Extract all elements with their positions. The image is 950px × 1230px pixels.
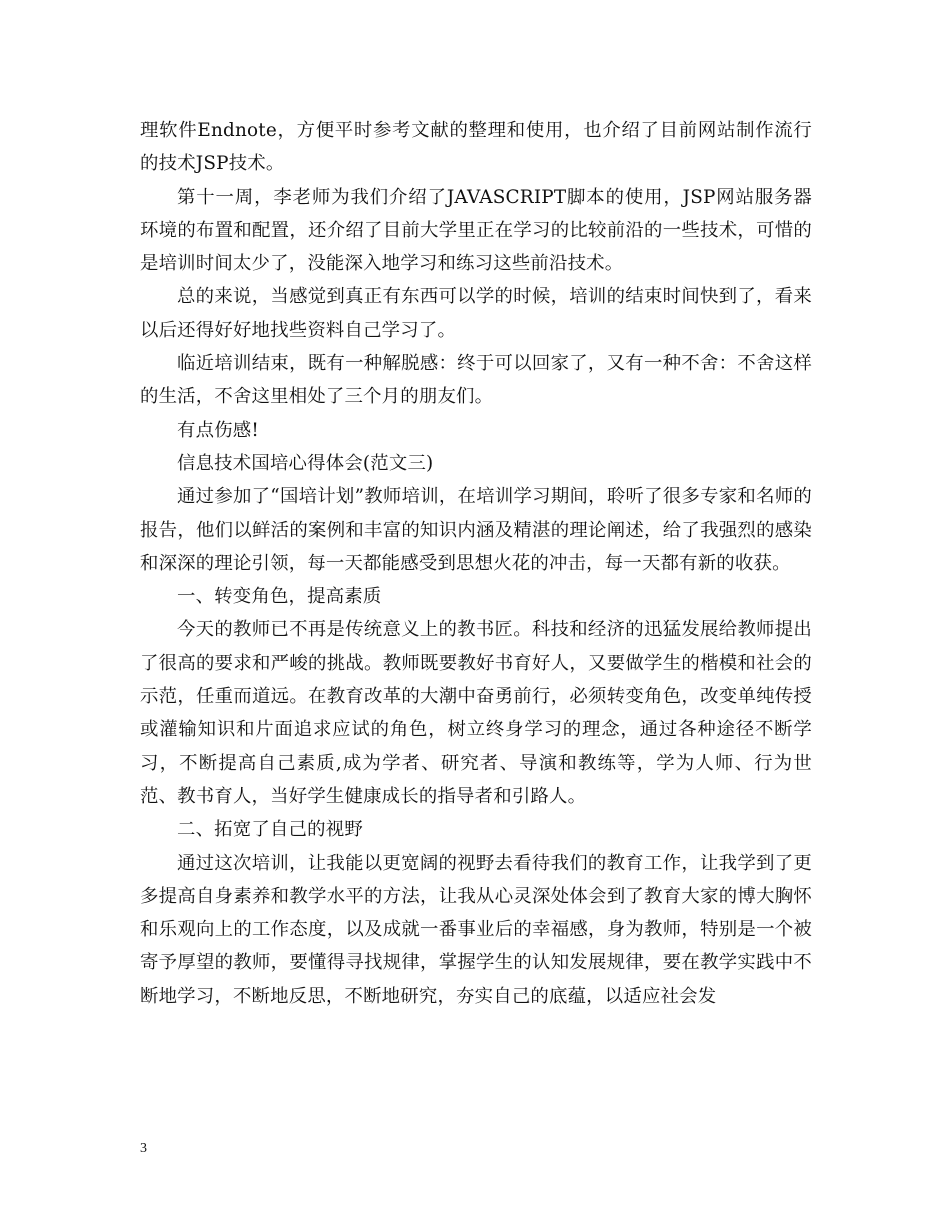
paragraph-5: 有点伤感! [177, 419, 259, 441]
paragraph-2: 第十一周，李老师为我们介绍了JAVASCRIPT脚本的使用，JSP网站服务器环境的布置和配置，还介绍了目前大学里正在学习的比较前沿的一些技术，可惜的是培训时间太少了，没能深入地学习和练习这些前沿技术。 [140, 186, 812, 275]
paragraph-7: 通过参加了“国培计划”教师培训，在培训学习期间，聆听了很多专家和名师的报告，他们以鲜活的案例和丰富的知识内涵及精湛的理论阐述，给了我强烈的感染和深深的理论引领，每一天都能感受到思想火花的冲击，每一天都有新的收获。 [140, 486, 812, 574]
section-heading-essay-three: 信息技术国培心得体会(范文三) [177, 452, 434, 474]
paragraph-11: 通过这次培训，让我能以更宽阔的视野去看待我们的教育工作，让我学到了更多提高自身素养和教学水平的方法，让我从心灵深处体会到了教育大家的博大胸怀和乐观向上的工作态度，以及成就一番事业后的幸福感，身为教师，特别是一个被寄予厚望的教师，要懂得寻找规律，掌握学生的认知发展规律，要在教学实践中不断地学习，不断地反思，不断地研究，夯实自己的底蕴，以适应社会发 [140, 852, 812, 1007]
section-heading-two: 二、拓宽了自己的视野 [177, 819, 363, 841]
paragraph-3: 总的来说，当感觉到真正有东西可以学的时候，培训的结束时间快到了，看来以后还得好好地找些资料自己学习了。 [140, 286, 812, 341]
paragraph-1: 理软件Endnote，方便平时参考文献的整理和使用，也介绍了目前网站制作流行的技术JSP技术。 [140, 120, 812, 175]
document-body [140, 114, 812, 1013]
page-number: 3 [140, 1141, 147, 1156]
section-heading-one: 一、转变角色，提高素质 [177, 586, 382, 608]
paragraph-4: 临近培训结束，既有一种解脱感：终于可以回家了，又有一种不舍：不舍这样的生活，不舍这里相处了三个月的朋友们。 [140, 353, 812, 408]
paragraph-9: 今天的教师已不再是传统意义上的教书匠。科技和经济的迅猛发展给教师提出了很高的要求和严峻的挑战。教师既要教好书育好人，又要做学生的楷模和社会的示范，任重而道远。在教育改革的大潮中奋勇前行，必须转变角色，改变单纯传授或灌输知识和片面追求应试的角色，树立终身学习的理念，通过各种途径不断学习，不断提高自己素质,成为学者、研究者、导演和教练等，学为人师、行为世范、教书育人，当好学生健康成长的指导者和引路人。 [140, 619, 812, 807]
